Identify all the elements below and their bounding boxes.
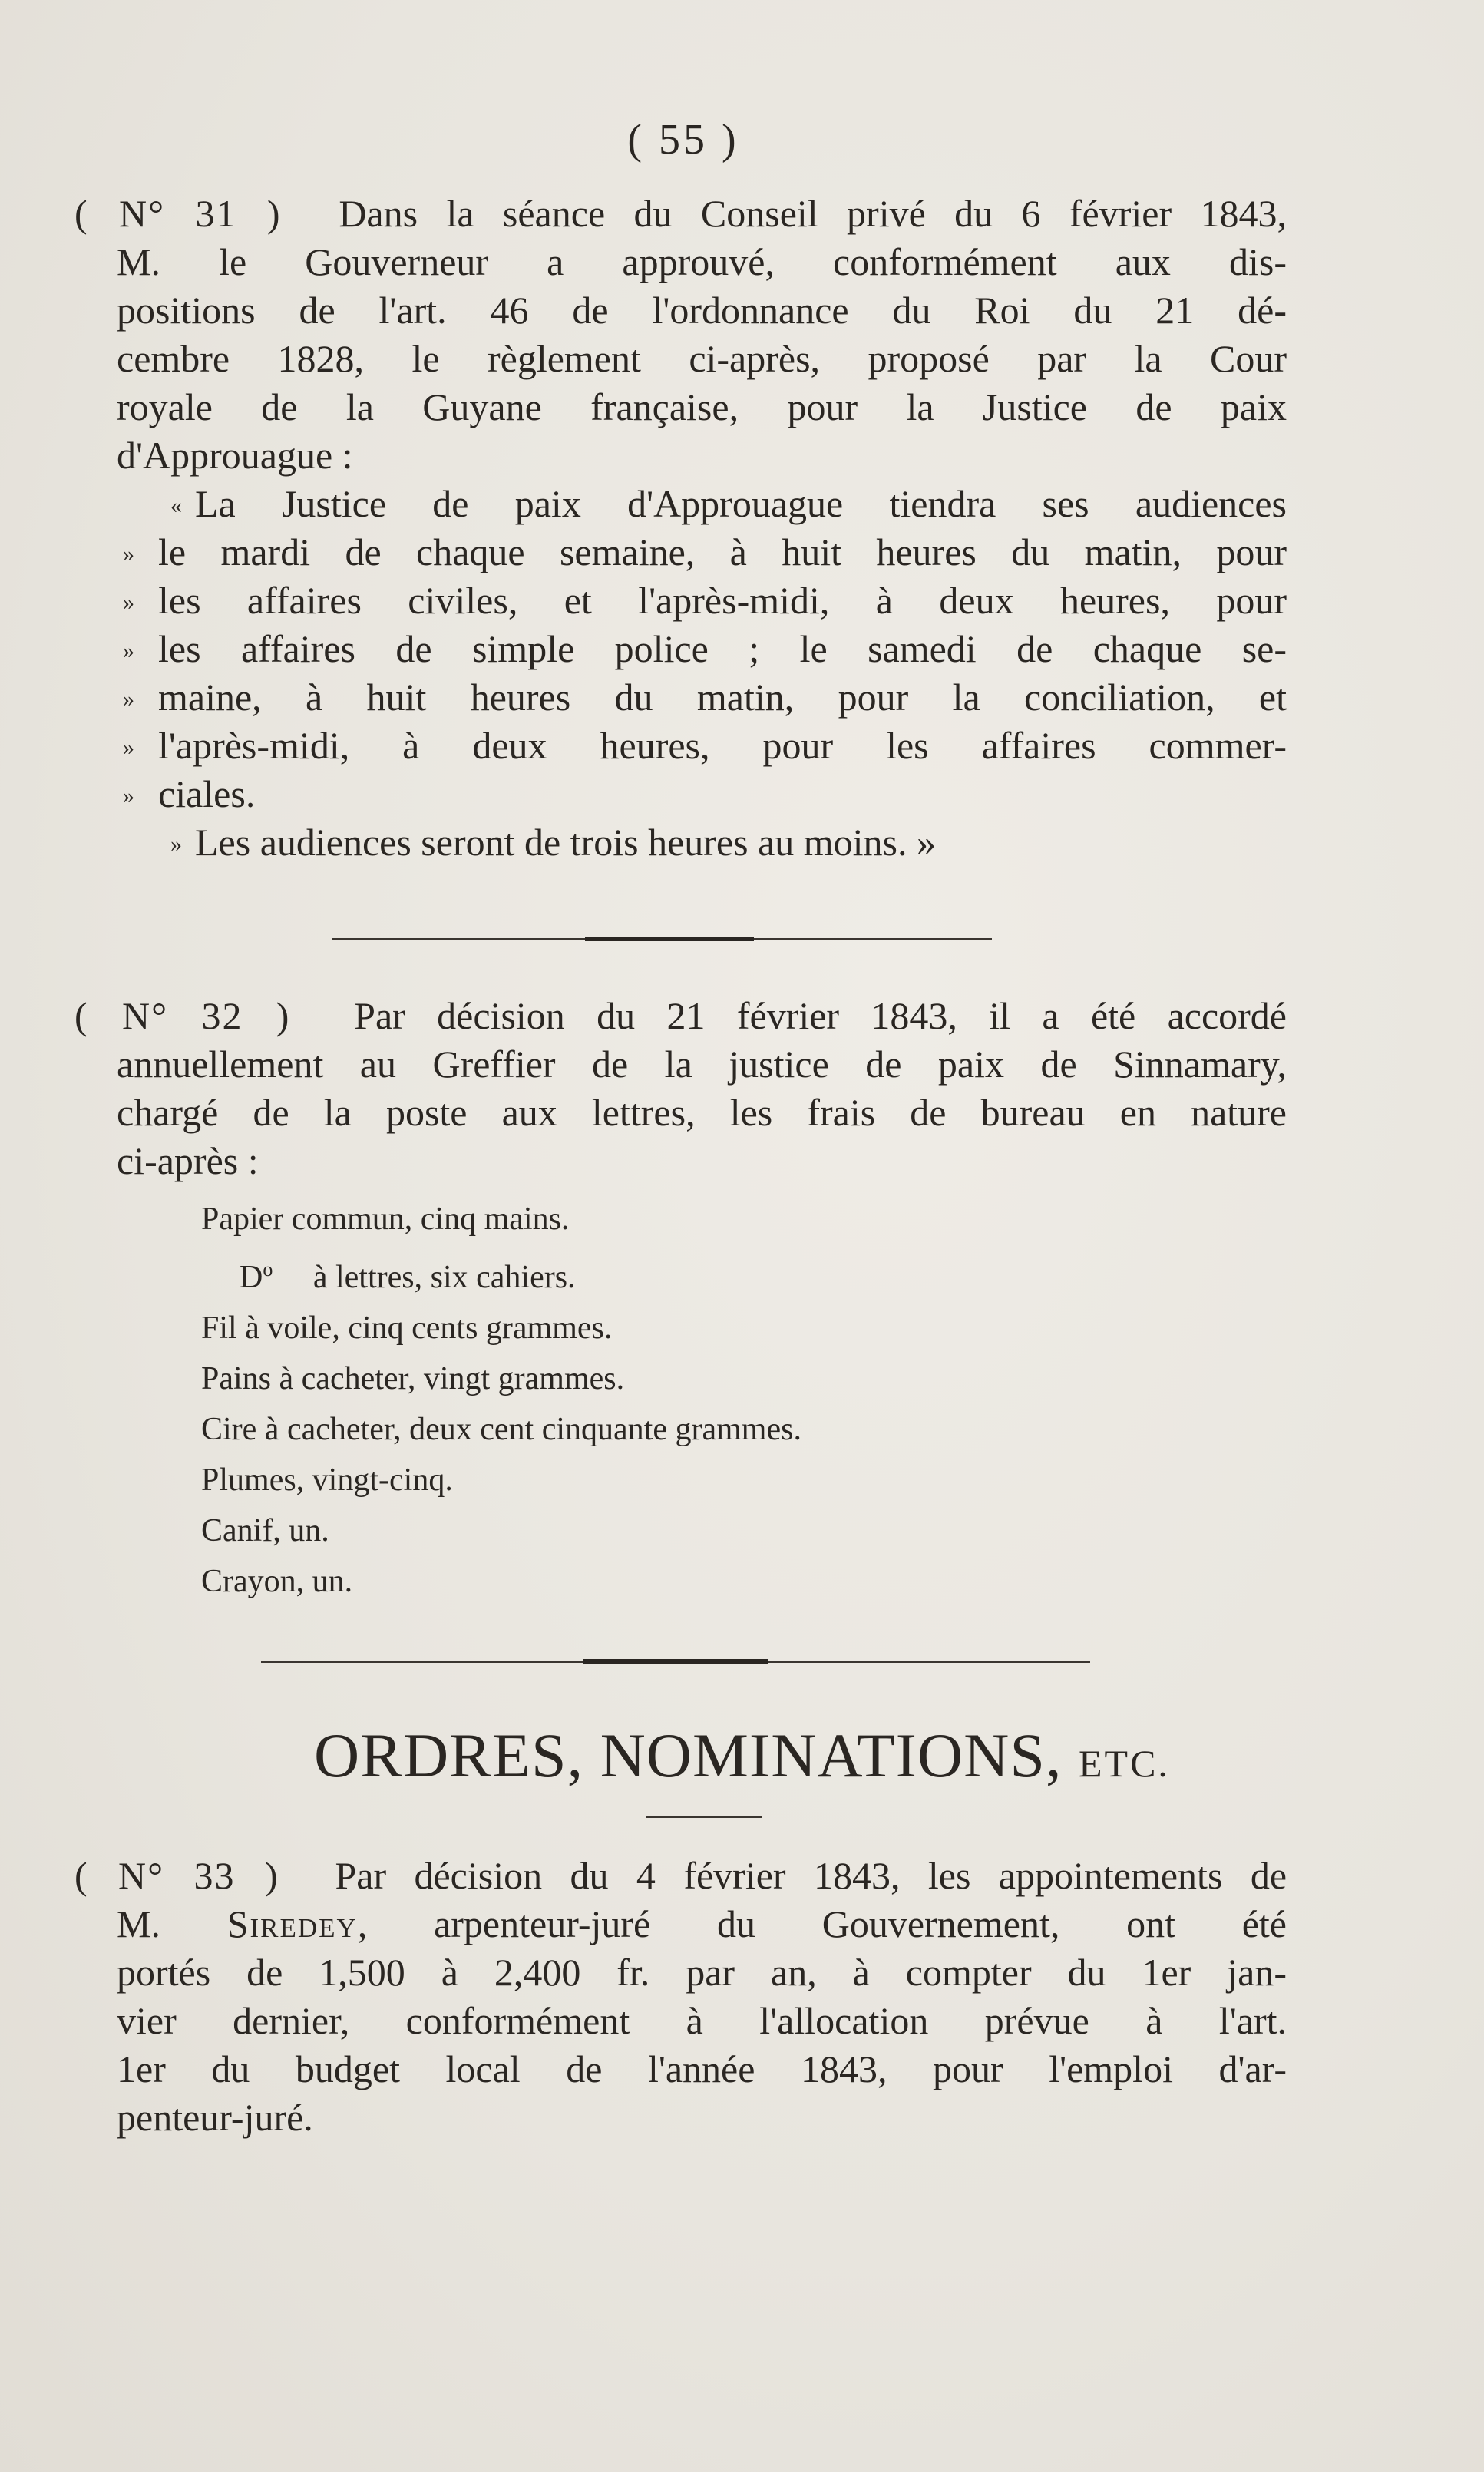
entry-32 <box>74 992 1287 1185</box>
entry-32-line-4: ci-après : <box>117 1139 259 1182</box>
quote-line: le mardi de chaque semaine, à huit heures du matin, pour <box>158 530 1287 573</box>
list-item: Crayon, un. <box>201 1564 353 1599</box>
supplies-list <box>201 1194 801 1607</box>
entry-33-line-2: M. Siredey, arpenteur-juré du Gouvernement, ont été <box>117 1902 1287 1945</box>
entry-32-line-2: annuellement au Greffier de la justice de paix de Sinnamary, <box>117 1043 1287 1086</box>
page-number: ( 55 ) <box>627 116 739 164</box>
section-separator <box>332 938 992 940</box>
section-separator <box>261 1661 1090 1663</box>
entry-31 <box>74 190 1287 867</box>
list-item: Fil à voile, cinq cents grammes. <box>201 1310 613 1346</box>
entry-33-number: ( N° 33 ) <box>74 1854 279 1897</box>
entry-32-number: ( N° 32 ) <box>74 994 291 1037</box>
entry-33-line-3: portés de 1,500 à 2,400 fr. par an, à compter du 1er jan- <box>117 1951 1287 1994</box>
list-item: Cire à cacheter, deux cent cinquante grammes. <box>201 1412 801 1447</box>
entry-31-regulation-quote: « La Justice de paix d'Approuague tiendra ses audiences » le mardi de chaque semaine, à huit heures du matin, pour » les affaires civiles, et l'après-midi, à deux heures, pour » les affaires de simple police ; le samedi de chaque se- » maine, à huit heures du matin, pour la conciliation, et » l'après-midi, à deux heures, pour les affaires commer- » ciales. » Les audiences seront de trois heures au moins. » <box>117 480 1287 867</box>
quote-line: l'après-midi, à deux heures, pour les affaires commer- <box>158 724 1287 767</box>
list-item: Pains à cacheter, vingt grammes. <box>201 1361 625 1396</box>
list-item: Plumes, vingt-cinq. <box>201 1462 453 1498</box>
entry-31-line-5: royale de la Guyane française, pour la Justice de paix <box>117 385 1287 428</box>
entry-33-line-1: ( N° 33 ) Par décision du 4 février 1843, les appointements de <box>74 1854 1287 1897</box>
entry-33-line-4: vier dernier, conformément à l'allocation prévue à l'art. <box>117 1999 1287 2042</box>
entry-32-line-3: chargé de la poste aux lettres, les frais de bureau en nature <box>117 1091 1287 1134</box>
quote-line: les affaires civiles, et l'après-midi, à deux heures, pour <box>158 579 1287 622</box>
entry-31-line-3: positions de l'art. 46 de l'ordonnance du Roi du 21 dé- <box>117 289 1287 332</box>
entry-31-line-6: d'Approuague : <box>117 434 353 477</box>
entry-33-line-6: penteur-juré. <box>117 2096 313 2139</box>
list-item: Canif, un. <box>201 1513 329 1548</box>
quote-line: ciales. <box>158 772 256 815</box>
heading-underline <box>646 1816 762 1818</box>
quote-line: les affaires de simple police ; le samedi de chaque se- <box>158 627 1287 670</box>
entry-31-number: ( N° 31 ) <box>74 192 282 235</box>
entry-33 <box>74 1852 1287 2142</box>
quote-line: Les audiences seront de trois heures au moins. » <box>195 821 937 864</box>
quote-line: La Justice de paix d'Approuague tiendra ses audiences <box>195 482 1287 525</box>
quote-line: maine, à huit heures du matin, pour la conciliation, et <box>158 676 1287 719</box>
section-heading: ORDRES, NOMINATIONS, ETC. <box>314 1720 1170 1790</box>
entry-32-line-1: ( N° 32 ) Par décision du 21 février 1843, il a été accordé <box>74 994 1287 1037</box>
entry-31-line-4: cembre 1828, le règlement ci-après, proposé par la Cour <box>117 337 1287 380</box>
surveyor-name: Siredey <box>226 1902 358 1945</box>
entry-33-line-5: 1er du budget local de l'année 1843, pour l'emploi d'ar- <box>117 2047 1287 2090</box>
entry-31-line-2: M. le Gouverneur a approuvé, conformément aux dis- <box>117 240 1287 283</box>
list-item: Papier commun, cinq mains. <box>201 1201 570 1237</box>
list-item: $D^o$ à lettres, six cahiers. <box>240 1258 576 1295</box>
entry-31-line-1: ( N° 31 ) Dans la séance du Conseil privé du 6 février 1843, <box>74 192 1287 235</box>
